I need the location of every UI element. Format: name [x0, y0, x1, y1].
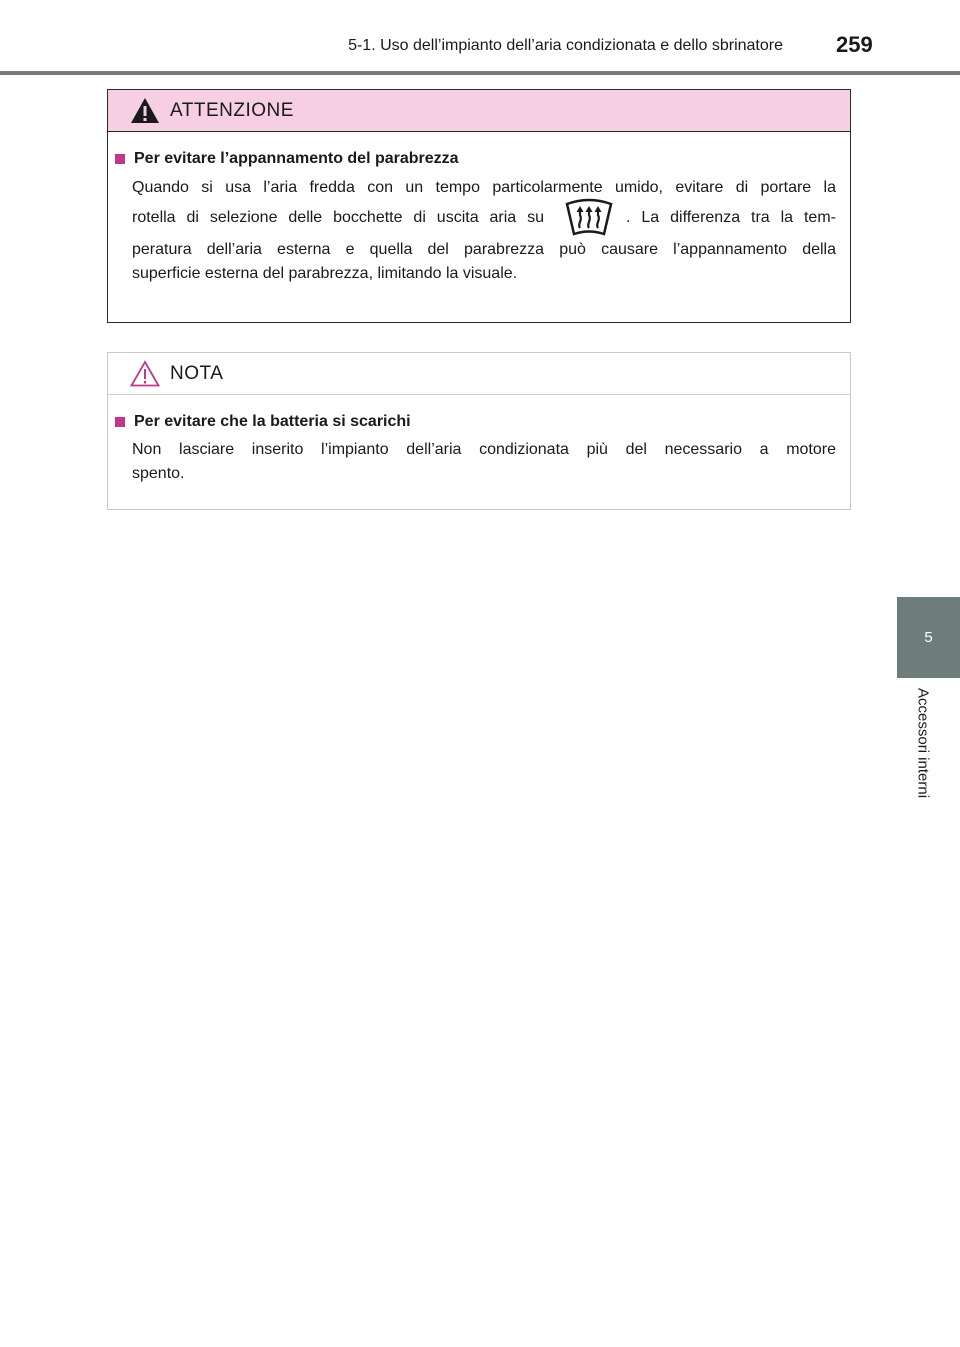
bullet-square-icon: [115, 417, 125, 427]
note-line-1: Non lasciare inserito l’impianto dell’aria condizionata più del necessario a motore: [132, 441, 836, 458]
caution-line-1: Quando si usa l’aria fredda con un tempo particolarmente umido, evitare di portare la: [132, 179, 836, 196]
caution-box-title: ATTENZIONE: [170, 99, 294, 121]
header-rule: [0, 71, 960, 75]
caution-box-header: [108, 90, 850, 132]
bullet-square-icon: [115, 154, 125, 164]
caution-line-2-end: . La differenza tra la tem-: [626, 209, 836, 226]
caution-line-3: peratura dell’aria esterna e quella del parabrezza può causare l’appannamento della: [132, 241, 836, 258]
note-line-2: spento.: [132, 465, 185, 482]
note-paragraph: [132, 438, 836, 486]
note-box-title: NOTA: [170, 362, 224, 384]
warning-triangle-icon: [130, 97, 160, 124]
chapter-number: 5: [924, 629, 933, 646]
caution-item-title-text: Per evitare l’appannamento del parabrezza: [134, 150, 459, 167]
caution-line-2: [132, 196, 836, 240]
caution-paragraph: [132, 176, 836, 286]
note-item-title: [115, 413, 411, 431]
section-title: 5-1. Uso dell’impianto dell’aria condizionata e dello sbrinatore: [348, 37, 783, 54]
caution-line-4: superficie esterna del parabrezza, limitando la visuale.: [132, 265, 518, 282]
note-box-header: [108, 353, 850, 395]
note-item-title-text: Per evitare che la batteria si scarichi: [134, 413, 411, 430]
chapter-tab: [897, 597, 960, 678]
page-number: 259: [836, 32, 873, 57]
caution-item-title: [115, 150, 459, 168]
caution-outline-triangle-icon: [130, 360, 160, 387]
caution-box: [107, 89, 851, 323]
note-box: [107, 352, 851, 510]
chapter-label: Accessori interni: [914, 688, 932, 799]
windshield-defroster-icon: [564, 198, 614, 238]
caution-line-2-start: rotella di selezione delle bocchette di uscita aria su: [132, 209, 545, 226]
